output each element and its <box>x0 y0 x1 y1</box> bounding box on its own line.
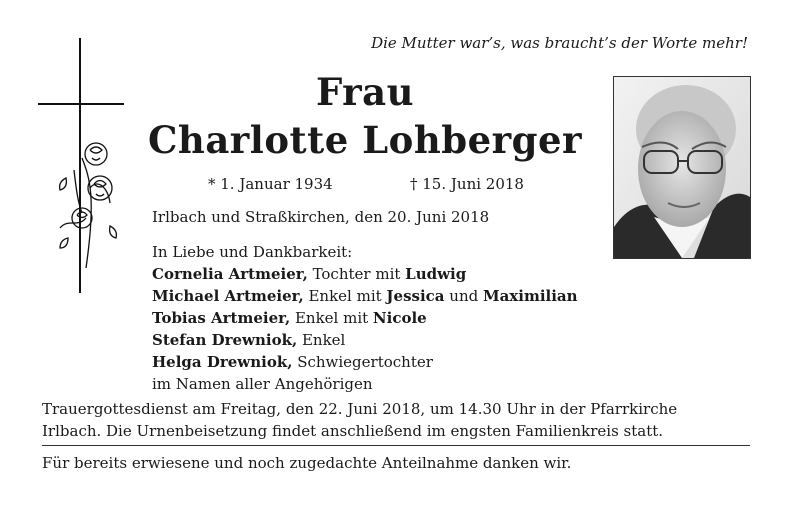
thanks-outro: im Namen aller Angehörigen <box>152 375 373 393</box>
mourner-line <box>152 351 578 373</box>
mourner-name: Michael Artmeier, <box>152 287 304 305</box>
title-salutation: Frau <box>316 70 414 114</box>
mourner-relation: Enkel mit <box>303 287 387 305</box>
mourner-line <box>152 285 578 307</box>
mourner-partner: Jessica <box>386 287 445 305</box>
service-line: Irlbach. Die Urnenbeisetzung findet anschließend im engsten Familienkreis statt. <box>42 421 664 440</box>
mourner-line <box>152 263 578 285</box>
mourner-relation: Schwiegertochter <box>292 353 433 371</box>
mourner-partner: Ludwig <box>405 265 467 283</box>
mourner-name: Cornelia Artmeier, <box>152 265 308 283</box>
mourner-name: Stefan Drewniok, <box>152 331 298 349</box>
closing-thanks: Für bereits erwiesene und noch zugedachte Anteilnahme danken wir. <box>42 454 572 472</box>
mourner-name: Helga Drewniok, <box>152 353 293 371</box>
mourner-partner: Nicole <box>372 309 427 327</box>
divider <box>42 445 750 446</box>
mourner-name: Tobias Artmeier, <box>152 309 291 327</box>
portrait-photo <box>613 76 751 259</box>
mourner-line <box>152 307 578 329</box>
thanks-intro: In Liebe und Dankbarkeit: <box>152 243 353 261</box>
funeral-service-info <box>42 399 752 442</box>
mourner-line <box>152 329 578 351</box>
service-line: Trauergottesdienst am Freitag, den 22. Juni 2018, um 14.30 Uhr in der Pfarrkirche <box>42 400 678 418</box>
death-date: † 15. Juni 2018 <box>410 175 524 193</box>
mourner-relation: Enkel mit <box>290 309 373 327</box>
birth-date: * 1. Januar 1934 <box>208 175 333 193</box>
mourners-block <box>152 241 578 395</box>
mourner-relation: Tochter mit <box>307 265 406 283</box>
mourner-relation: Enkel <box>297 331 346 349</box>
place-and-date: Irlbach und Straßkirchen, den 20. Juni 2018 <box>152 208 490 226</box>
mourner-conjunction: und <box>444 287 483 305</box>
motto: Die Mutter war’s, was braucht’s der Worte mehr! <box>371 34 748 52</box>
deceased-name: Charlotte Lohberger <box>147 118 583 162</box>
mourner-child: Maximilian <box>482 287 578 305</box>
